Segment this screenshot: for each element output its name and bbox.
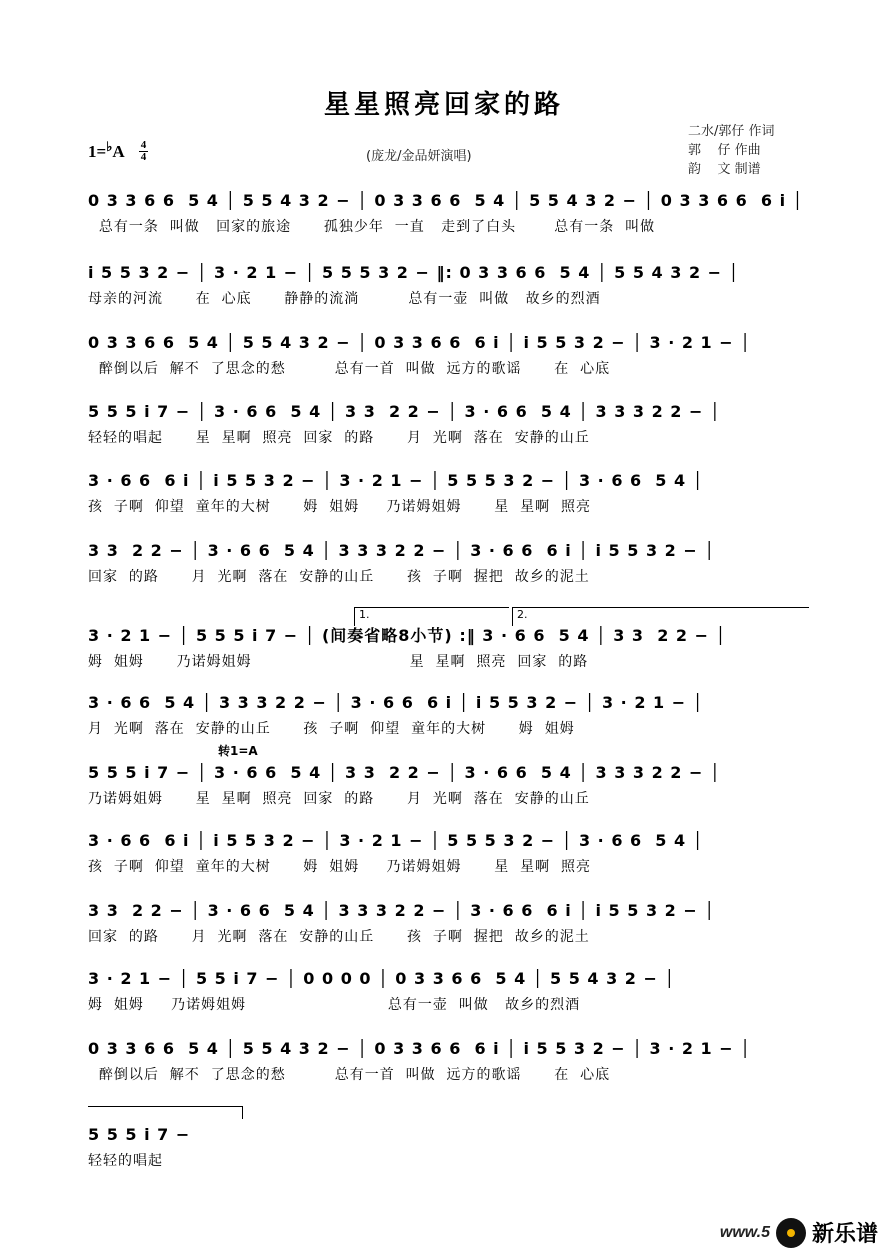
score-row (88, 262, 808, 310)
lyric-line: 轻轻的唱起 星 星啊 照亮 回家 的路 月 光啊 落在 安静的山丘 (88, 430, 590, 446)
notation-line: 0 3 3 6 6 5 4 │ 5 5 4 3 2 − │ 0 3 3 6 6 6 i │ i 5 5 3 2 − │ 3 · 2 1 − │ (88, 333, 751, 352)
time-signature-top: 4 (140, 139, 147, 151)
score-row (88, 968, 808, 1016)
credit-transcriber: 韵 文 制谱 (688, 162, 761, 177)
ending-bracket (88, 1106, 243, 1107)
notation-line: 3 · 2 1 − │ 5 5 i 7 − │ 0 0 0 0 │ 0 3 3 6 6 5 4 │ 5 5 4 3 2 − │ (88, 969, 676, 988)
volta-second: 2. (512, 607, 809, 626)
flat-sign: ♭ (106, 139, 113, 154)
watermark (720, 1217, 878, 1248)
notation-line: 3 · 6 6 6 i │ i 5 5 3 2 − │ 3 · 2 1 − │ 5 5 5 3 2 − │ 3 · 6 6 5 4 │ (88, 831, 704, 850)
score-row (88, 401, 808, 449)
record-icon (776, 1218, 806, 1248)
notation-line: i 5 5 3 2 − │ 3 · 2 1 − │ 5 5 5 3 2 − ‖: 0 3 3 6 6 5 4 │ 5 5 4 3 2 − │ (88, 263, 740, 282)
lyric-line: 母亲的河流 在 心底 静静的流淌 总有一壶 叫做 故乡的烈酒 (88, 291, 601, 307)
lyric-line: 轻轻的唱起 (88, 1153, 163, 1169)
lyric-line: 姆 姐姆 乃诺姆姐姆 星 星啊 照亮 回家 的路 (88, 654, 589, 670)
notation-line: 5 5 5 i 7 − (88, 1125, 191, 1144)
lyric-line: 回家 的路 月 光啊 落在 安静的山丘 孩 子啊 握把 故乡的泥土 (88, 569, 590, 585)
key-signature (88, 139, 125, 162)
lyric-line: 孩 子啊 仰望 童年的大树 姆 姐姆 乃诺姆姐姆 星 星啊 照亮 (88, 859, 592, 875)
score-row (88, 332, 808, 380)
time-signature-bottom: 4 (140, 151, 147, 163)
notation-line: 3 · 6 6 5 4 │ 3 3 3 2 2 − │ 3 · 6 6 6 i │ i 5 5 3 2 − │ 3 · 2 1 − │ (88, 693, 704, 712)
lyric-line: 总有一条 叫做 回家的旅途 孤独少年 一直 走到了白头 总有一条 叫做 (88, 219, 656, 235)
lyric-line: 姆 姐姆 乃诺姆姐姆 总有一壶 叫做 故乡的烈酒 (88, 997, 581, 1013)
singer-credit: (庞龙/金品妍演唱) (366, 149, 472, 164)
notation-line: 3 3 2 2 − │ 3 · 6 6 5 4 │ 3 3 3 2 2 − │ 3 · 6 6 6 i │ i 5 5 3 2 − │ (88, 901, 715, 920)
notation-line: 3 3 2 2 − │ 3 · 6 6 5 4 │ 3 3 3 2 2 − │ 3 · 6 6 6 i │ i 5 5 3 2 − │ (88, 541, 715, 560)
score-row (88, 540, 808, 588)
time-signature (139, 140, 148, 163)
watermark-brand: 新乐谱 (811, 1222, 878, 1247)
notation-line: 3 · 2 1 − │ 5 5 5 i 7 − │ (间奏省略8小节) :‖ 3 · 6 6 5 4 │ 3 3 2 2 − │ (88, 626, 727, 645)
score-row (88, 900, 808, 948)
score-row (88, 1124, 808, 1172)
notation-line: 0 3 3 6 6 5 4 │ 5 5 4 3 2 − │ 0 3 3 6 6 5 4 │ 5 5 4 3 2 − │ 0 3 3 6 6 6 i │ (88, 191, 804, 210)
score-row (88, 1038, 808, 1086)
score-row (88, 830, 808, 878)
score-row (88, 625, 808, 673)
lyric-line: 月 光啊 落在 安静的山丘 孩 子啊 仰望 童年的大树 姆 姐姆 (88, 721, 575, 737)
lyric-line: 孩 子啊 仰望 童年的大树 姆 姐姆 乃诺姆姐姆 星 星啊 照亮 (88, 499, 592, 515)
lyric-line: 醉倒以后 解不 了思念的愁 总有一首 叫做 远方的歌谣 在 心底 (88, 1067, 611, 1083)
lyric-line: 回家 的路 月 光啊 落在 安静的山丘 孩 子啊 握把 故乡的泥土 (88, 929, 590, 945)
watermark-url: www.5 (719, 1223, 770, 1241)
notation-line: 3 · 6 6 6 i │ i 5 5 3 2 − │ 3 · 2 1 − │ 5 5 5 3 2 − │ 3 · 6 6 5 4 │ (88, 471, 704, 490)
key-note: A (112, 142, 125, 161)
transpose-mark: 转1=A (218, 744, 258, 758)
notation-line: 0 3 3 6 6 5 4 │ 5 5 4 3 2 − │ 0 3 3 6 6 6 i │ i 5 5 3 2 − │ 3 · 2 1 − │ (88, 1039, 751, 1058)
credit-lyricist: 二水/郭仔 作词 (688, 124, 775, 139)
score-row (88, 692, 808, 740)
notation-line: 5 5 5 i 7 − │ 3 · 6 6 5 4 │ 3 3 2 2 − │ 3 · 6 6 5 4 │ 3 3 3 2 2 − │ (88, 763, 721, 782)
credit-composer: 郭 仔 作曲 (688, 143, 761, 158)
lyric-line: 乃诺姆姐姆 星 星啊 照亮 回家 的路 月 光啊 落在 安静的山丘 (88, 791, 590, 807)
score-row (88, 762, 808, 810)
score-row (88, 470, 808, 518)
song-title: 星星照亮回家的路 (323, 90, 564, 120)
notation-line: 5 5 5 i 7 − │ 3 · 6 6 5 4 │ 3 3 2 2 − │ 3 · 6 6 5 4 │ 3 3 3 2 2 − │ (88, 402, 721, 421)
credits (688, 122, 775, 179)
score-row (88, 190, 808, 238)
lyric-line: 醉倒以后 解不 了思念的愁 总有一首 叫做 远方的歌谣 在 心底 (88, 361, 611, 377)
volta-first: 1. (354, 607, 509, 626)
key-prefix: 1= (88, 142, 107, 161)
